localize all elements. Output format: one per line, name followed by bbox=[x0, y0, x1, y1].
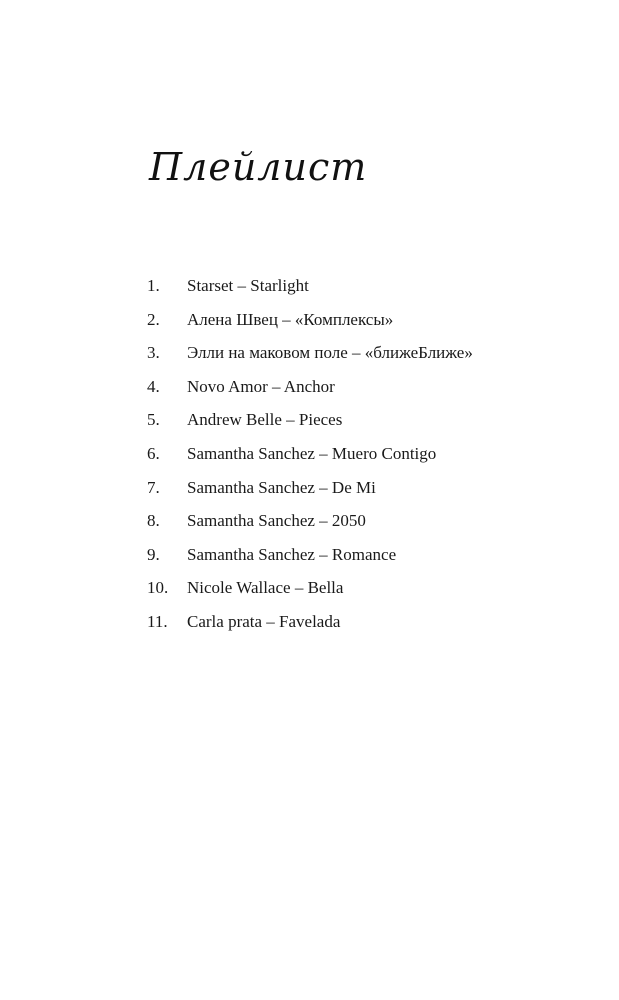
track-number: 9. bbox=[147, 544, 160, 564]
track-title: Samantha Sanchez – Romance bbox=[187, 544, 397, 564]
track-number: 2. bbox=[147, 309, 160, 329]
track-title: Алена Швец – «Комплексы» bbox=[187, 309, 394, 329]
list-item bbox=[147, 408, 473, 442]
track-title: Элли на маковом поле – «ближеБлиже» bbox=[187, 343, 473, 363]
track-title: Samantha Sanchez – De Mi bbox=[187, 477, 376, 497]
playlist bbox=[147, 274, 473, 644]
track-number: 8. bbox=[147, 511, 160, 531]
track-number: 10. bbox=[147, 578, 169, 598]
track-number: 6. bbox=[147, 443, 160, 463]
track-title: Andrew Belle – Pieces bbox=[187, 410, 343, 430]
track-number: 7. bbox=[147, 477, 160, 497]
track-title: Samantha Sanchez – 2050 bbox=[187, 511, 366, 531]
list-item bbox=[147, 442, 473, 476]
track-title: Carla prata – Favelada bbox=[187, 611, 341, 631]
list-item bbox=[147, 308, 473, 342]
list-item bbox=[147, 341, 473, 375]
track-number: 4. bbox=[147, 376, 160, 396]
list-item bbox=[147, 509, 473, 543]
page-title: Плейлист bbox=[149, 145, 368, 189]
track-number: 3. bbox=[147, 343, 160, 363]
track-title: Starset – Starlight bbox=[187, 276, 309, 295]
list-item bbox=[147, 274, 473, 308]
track-title: Nicole Wallace – Bella bbox=[187, 578, 344, 598]
list-item bbox=[147, 375, 473, 409]
track-title: Novo Amor – Anchor bbox=[187, 376, 335, 396]
list-item bbox=[147, 476, 473, 510]
track-number: 1. bbox=[147, 276, 160, 295]
list-item bbox=[147, 610, 473, 644]
track-title: Samantha Sanchez – Muero Contigo bbox=[187, 443, 437, 463]
list-item bbox=[147, 543, 473, 577]
list-item bbox=[147, 576, 473, 610]
track-number: 5. bbox=[147, 410, 160, 430]
track-number: 11. bbox=[147, 611, 168, 631]
